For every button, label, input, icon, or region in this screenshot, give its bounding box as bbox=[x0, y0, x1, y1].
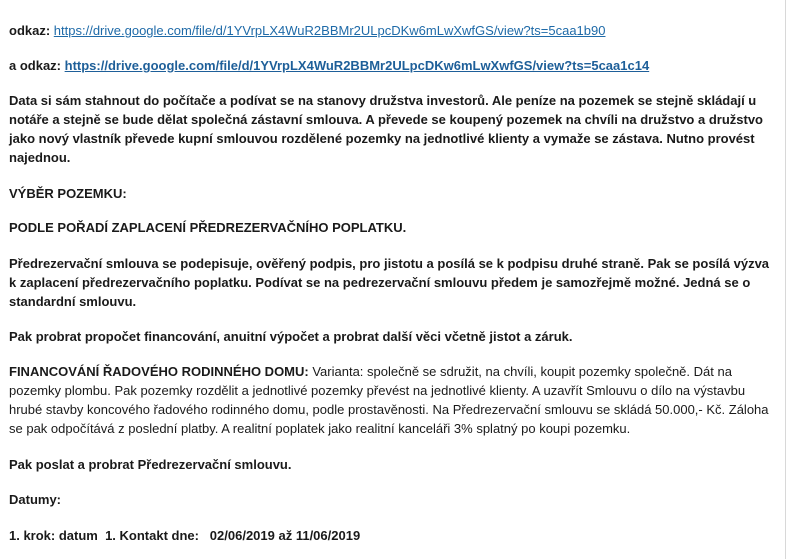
drive-link-2[interactable]: https://drive.google.com/file/d/1YVrpLX4WuR2BBMr2ULpcDKw6mLwXwfGS/view?ts=5caa1c14 bbox=[64, 58, 650, 73]
right-border bbox=[785, 0, 786, 559]
paragraph-poslat: Pak poslat a probrat Předrezervační smlouvu. bbox=[9, 457, 292, 472]
paragraph-propocet: Pak probrat propočet financování, anuitní výpočet a probrat další věci včetně jistot a záruk. bbox=[9, 329, 573, 344]
drive-link-1[interactable]: https://drive.google.com/file/d/1YVrpLX4WuR2BBMr2ULpcDKw6mLwXwfGS/view?ts=5caa1b90 bbox=[53, 23, 606, 38]
link-1-prefix: odkaz: bbox=[9, 23, 54, 38]
link-line-2 bbox=[9, 56, 775, 75]
heading-vyber-pozemku: VÝBĚR POZEMKU: bbox=[9, 186, 127, 201]
paragraph-financovani bbox=[9, 362, 775, 438]
financovani-label: FINANCOVÁNÍ ŘADOVÉHO RODINNÉHO DOMU: bbox=[9, 364, 309, 379]
paragraph-predrezervacni-smlouva: Předrezervační smlouva se podepisuje, ověřený podpis, pro jistotu a posílá se k podpisu druhé straně. Pak se posílá výzva k zaplacení předrezervačního poplatku. Podívat se na pedrezervační smlouvu předem je samozřejmě možné. Jedná se o standardní smlouvu. bbox=[9, 256, 770, 309]
link-line-1 bbox=[9, 21, 775, 40]
heading-podle-poradi: PODLE POŘADÍ ZAPLACENÍ PŘEDREZERVAČNÍHO POPLATKU. bbox=[9, 220, 407, 235]
paragraph-data-stanovy: Data si sám stahnout do počítače a podívat se na stanovy družstva investorů. Ale peníze na pozemek se stejně skládají u notáře a stejně se bude dělat společná zástavní smlouva. A převede se koupený pozemek na chvíli na družstvo a družstvo jako nový vlastník převede kupní smlouvou rozdělené pozemky na jednotlivé klienty a vymaže se zástava. Nutno provést najednou. bbox=[9, 93, 763, 165]
krok-line: 1. krok: datum 1. Kontakt dne: 02/06/2019 až 11/06/2019 bbox=[9, 528, 361, 543]
financovani-text: Varianta: společně se sdružit, na chvíli, koupit pozemky společně. Dát na pozemky plombu. Pak pozemky rozdělit a jednotlivé pozemky převést na jednotlivé klienty. A uzavřít Smlouvu o dílo na výstavbu hrubé stavby koncového řadového rodinného domu, podle prostavěnosti. Na Předrezervační smlouvu se skládá 50.000,- Kč. Záloha se pak odpočítává z poslední platby. A realitní poplatek jako realitní kanceláři 3% splatný po koupi pozemku. bbox=[9, 364, 769, 436]
heading-datumy: Datumy: bbox=[9, 492, 62, 507]
clipped-previous-line bbox=[9, 0, 369, 1]
link-2-prefix: a odkaz: bbox=[9, 58, 65, 73]
